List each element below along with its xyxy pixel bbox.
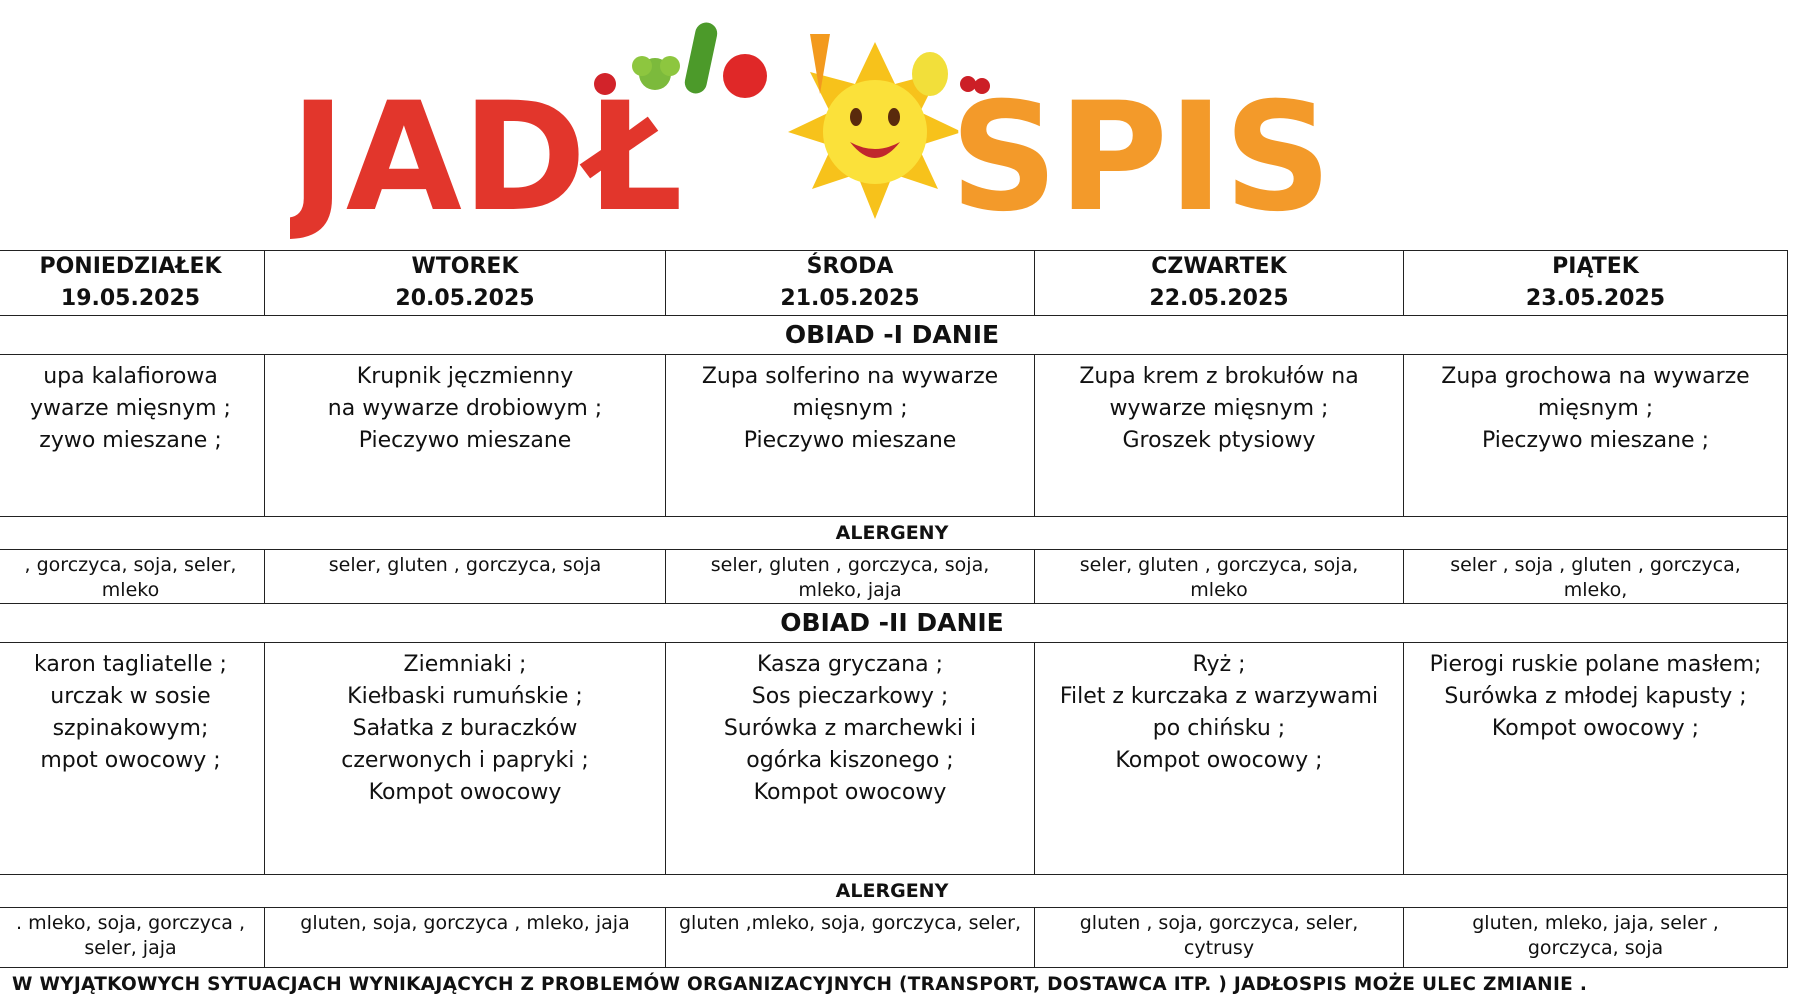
day-date: 23.05.2025 <box>1525 286 1666 311</box>
text-line: wywarze mięsnym ; <box>1109 396 1329 421</box>
day-header-cell <box>1404 251 1788 316</box>
day-date: 20.05.2025 <box>395 286 535 311</box>
dish-cell <box>0 355 265 517</box>
text-line: Zupa solferino na wywarze <box>701 364 999 389</box>
text-line: seler, gluten , gorczyca, soja <box>328 554 602 576</box>
text-line: ywarze mięsnym ; <box>30 396 231 421</box>
jadlospis-logo <box>290 14 1440 244</box>
text-line: Ziemniaki ; <box>403 652 527 677</box>
text-line: Kompot owocowy ; <box>1115 748 1323 773</box>
section-title: OBIAD -II DANIE <box>0 604 1788 643</box>
day-name: WTOREK <box>411 254 519 279</box>
day-date: 21.05.2025 <box>780 286 920 311</box>
allergen-row <box>0 550 1788 604</box>
dish-cell <box>265 643 666 875</box>
text-line: Kompot owocowy ; <box>1491 716 1700 741</box>
text-line: Krupnik jęczmienny <box>356 364 574 389</box>
text-line: Kasza gryczana ; <box>757 652 943 677</box>
day-name: ŚRODA <box>806 254 894 279</box>
day-header-cell <box>0 251 265 316</box>
text-line: seler, gluten , gorczyca, soja, <box>710 554 990 576</box>
text-line: seler, jaja <box>84 937 177 959</box>
dish-row <box>0 355 1788 517</box>
text-line: Pieczywo mieszane <box>743 428 957 453</box>
allergen-cell <box>666 908 1035 968</box>
text-line: Sałatka z buraczków <box>352 716 578 741</box>
text-line: Groszek ptysiowy <box>1122 428 1316 453</box>
text-line: Ryż ; <box>1192 652 1246 677</box>
text-line: mpot owocowy ; <box>40 748 221 773</box>
text-line: gluten ,mleko, soja, gorczyca, seler, <box>679 912 1021 934</box>
text-line: Sos pieczarkowy ; <box>751 684 949 709</box>
day-header-cell <box>666 251 1035 316</box>
allergens-heading: ALERGENY <box>0 875 1788 908</box>
text-line: seler , soja , gluten , gorczyca, <box>1450 554 1741 576</box>
text-line: Pierogi ruskie polane masłem; <box>1429 652 1762 677</box>
section-title: OBIAD -I DANIE <box>0 316 1788 355</box>
allergen-cell <box>265 550 666 604</box>
text-line: Kompot owocowy <box>753 780 947 805</box>
allergen-head-row <box>0 517 1788 550</box>
allergen-cell <box>1404 550 1788 604</box>
allergen-cell <box>1035 550 1404 604</box>
text-line: gluten, mleko, jaja, seler , <box>1472 912 1719 934</box>
dish-cell <box>0 643 265 875</box>
logo-text-left: JADŁ <box>290 71 683 244</box>
text-line: Pieczywo mieszane ; <box>1482 428 1709 453</box>
text-line: . mleko, soja, gorczyca , <box>15 912 246 934</box>
dish-cell <box>666 643 1035 875</box>
allergen-cell <box>1404 908 1788 968</box>
text-line: Pieczywo mieszane <box>358 428 572 453</box>
text-line: seler, gluten , gorczyca, soja, <box>1079 554 1359 576</box>
day-header-cell <box>265 251 666 316</box>
text-line: , gorczyca, soja, seler, <box>24 554 237 576</box>
text-line: szpinakowym; <box>52 716 209 741</box>
dish-row <box>0 643 1788 875</box>
menu-table <box>0 250 1788 968</box>
dish-cell <box>1035 355 1404 517</box>
section-row <box>0 604 1788 643</box>
text-line: karon tagliatelle ; <box>34 652 227 677</box>
text-line: mięsnym ; <box>792 396 908 421</box>
text-line: mięsnym ; <box>1537 396 1654 421</box>
allergen-cell <box>0 908 265 968</box>
day-name: PONIEDZIAŁEK <box>39 254 222 279</box>
section-row <box>0 316 1788 355</box>
text-line: na wywarze drobiowym ; <box>327 396 603 421</box>
allergen-head-row <box>0 875 1788 908</box>
dish-cell <box>1404 355 1788 517</box>
allergen-cell <box>265 908 666 968</box>
text-line: upa kalafiorowa <box>43 364 218 389</box>
text-line: gluten, soja, gorczyca , mleko, jaja <box>300 912 630 934</box>
logo-text-right: SPIS <box>950 71 1332 244</box>
allergen-cell <box>1035 908 1404 968</box>
allergen-cell <box>666 550 1035 604</box>
text-line: gluten , soja, gorczyca, seler, <box>1079 912 1359 934</box>
dish-cell <box>265 355 666 517</box>
text-line: Kompot owocowy <box>368 780 562 805</box>
text-line: Kiełbaski rumuńskie ; <box>347 684 583 709</box>
text-line: po chińsku ; <box>1152 716 1286 741</box>
text-line: Surówka z młodej kapusty ; <box>1444 684 1747 709</box>
allergen-row <box>0 908 1788 968</box>
text-line: mleko, jaja <box>798 579 902 601</box>
day-header-row <box>0 251 1788 316</box>
text-line: zywo mieszane ; <box>39 428 222 453</box>
footer-note: W WYJĄTKOWYCH SYTUACJACH WYNIKAJĄCYCH Z PROBLEMÓW ORGANIZACYJNYCH (TRANSPORT, DOSTAWCA ITP. ) JADŁOSPIS MOŻE ULEC ZMIANIE . <box>12 974 1588 995</box>
allergens-heading: ALERGENY <box>0 517 1788 550</box>
text-line: mleko, <box>1563 579 1628 601</box>
text-line: urczak w sosie <box>50 684 211 709</box>
day-header-cell <box>1035 251 1404 316</box>
day-date: 19.05.2025 <box>60 286 201 311</box>
dish-cell <box>666 355 1035 517</box>
text-line: Surówka z marchewki i <box>723 716 977 741</box>
day-name: PIĄTEK <box>1552 254 1639 279</box>
text-line: mleko <box>101 579 160 601</box>
text-line: czerwonych i papryki ; <box>341 748 589 773</box>
text-line: cytrusy <box>1183 937 1255 959</box>
text-line: Filet z kurczaka z warzywami <box>1059 684 1379 709</box>
text-line: mleko <box>1190 579 1248 601</box>
day-name: CZWARTEK <box>1151 254 1287 279</box>
text-line: Zupa grochowa na wywarze <box>1441 364 1750 389</box>
dish-cell <box>1035 643 1404 875</box>
dish-cell <box>1404 643 1788 875</box>
day-date: 22.05.2025 <box>1149 286 1289 311</box>
text-line: Zupa krem z brokułów na <box>1079 364 1359 389</box>
text-line: ogórka kiszonego ; <box>746 748 954 773</box>
allergen-cell <box>0 550 265 604</box>
text-line: gorczyca, soja <box>1527 937 1664 959</box>
